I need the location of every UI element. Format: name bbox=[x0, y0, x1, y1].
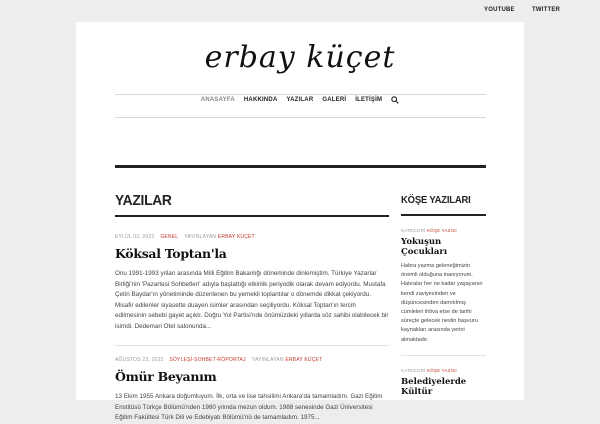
main-nav bbox=[76, 96, 524, 104]
author-prefix: YAYINLAYAN bbox=[184, 234, 217, 240]
section-title: YAZILAR bbox=[115, 192, 172, 209]
sidebar-item-meta bbox=[401, 368, 486, 373]
category-prefix: KATEGORİ bbox=[401, 367, 426, 373]
sidebar-divider bbox=[401, 355, 486, 356]
sidebar-item-category[interactable]: KÖŞE YAZISI bbox=[426, 367, 457, 373]
post-date: EYLÜL 03, 2023 bbox=[115, 234, 155, 240]
nav-item-anasayfa[interactable]: ANASAYFA bbox=[200, 97, 235, 103]
site-logo[interactable]: erbay küçet bbox=[204, 40, 396, 75]
post-date: AĞUSTOS 23, 2023 bbox=[115, 357, 164, 363]
post-excerpt: Onu 1991-1993 yılları arasında Milli Eğitim Bakanlığı döneminde dinlemiştim. Türkiye Yazarlar Birliği'nin 'Pazartesi Sohbetleri' adıyla başlattığı etkinlik periyodik olarak devam ediyordu. Mustafa Çetin Baydar'ın yönetiminde düzenlenen bu yemekli toplantılar o dönemde dikkat çekiyordu. Misafir edilenler siyasette duayen isimler arasından seçiliyordu. Köksal Toptan'ın tercih edilmesinin sebebi gayet açıktı. Doğru Yol Partisi'nde önümüzdeki yıllarda söz sahibi olabilecek bir isimdi. Dedeman Otel salonunda... bbox=[115, 270, 389, 330]
sidebar-item-meta bbox=[401, 228, 486, 233]
nav-item-galeri[interactable]: GALERİ bbox=[322, 97, 347, 103]
post-category[interactable]: GENEL bbox=[160, 234, 179, 240]
post-author[interactable]: ERBAY KÜÇET bbox=[285, 357, 323, 363]
post-item bbox=[115, 357, 389, 424]
post-meta bbox=[115, 234, 389, 240]
sidebar-rule bbox=[401, 214, 486, 216]
post-title[interactable]: Ömür Beyanım bbox=[115, 369, 217, 384]
main-content bbox=[115, 172, 389, 424]
sidebar bbox=[401, 172, 486, 397]
sidebar-item bbox=[401, 228, 486, 356]
author-prefix: YAYINLAYAN bbox=[251, 357, 284, 363]
nav-top-rule bbox=[115, 94, 486, 95]
post-meta bbox=[115, 357, 389, 363]
post-excerpt: 13 Ekim 1955 Ankara doğumluyum. İlk, orta ve lise tahsilimi Ankara'da tamamladım. Gazi Eğitim Enstitüsü Türkçe Bölümü'nden 1980 yılında mezun oldum. 1988 senesinde Gazi Üniversitesi Eğitim Fakültesi Türk Dili ve Edebiyatı Bölümü'nü de tamamladım. 1975... bbox=[115, 393, 383, 421]
nav-item-hakkinda[interactable]: HAKKINDA bbox=[243, 97, 278, 103]
section-rule bbox=[115, 215, 389, 217]
post-category[interactable]: SÖYLEŞİ-SOHBET-RÖPORTAJ bbox=[169, 357, 246, 363]
nav-item-iletisim[interactable]: İLETİŞİM bbox=[355, 97, 383, 103]
content-top-rule bbox=[115, 165, 486, 168]
sidebar-item bbox=[401, 368, 486, 397]
sidebar-title: KÖŞE YAZILARI bbox=[401, 194, 471, 206]
twitter-link[interactable]: TWITTER bbox=[532, 7, 561, 13]
sidebar-item-category[interactable]: KÖŞE YAZISI bbox=[426, 228, 457, 233]
post-author[interactable]: ERBAY KÜÇET bbox=[217, 234, 255, 240]
category-prefix: KATEGORİ bbox=[401, 228, 426, 233]
post-title[interactable]: Köksal Toptan'la bbox=[115, 246, 227, 261]
nav-bottom-rule bbox=[115, 117, 486, 118]
search-icon[interactable] bbox=[391, 96, 399, 104]
sidebar-item-excerpt: Habra yazma geleneğimizin önemli olduğuna inanıyorum. Hatıralar her ne kadar yaşayanın kendi zaviyesinden ve düşüncesinden damıtılmış cümleleri ihtiva etse de tarihi süreçte gelecek neslin başvuru kaynakları arasında yerini almaktadır. bbox=[401, 263, 483, 343]
post-item bbox=[115, 234, 389, 346]
nav-item-yazilar[interactable]: YAZILAR bbox=[286, 97, 314, 103]
sidebar-item-title[interactable]: Belediyelerde Kültür bbox=[401, 376, 467, 397]
post-divider bbox=[115, 345, 389, 346]
sidebar-item-title[interactable]: Yokuşun Çocukları bbox=[401, 237, 448, 257]
top-bar bbox=[0, 0, 600, 22]
youtube-link[interactable]: YOUTUBE bbox=[484, 7, 515, 13]
page-container bbox=[76, 22, 524, 421]
